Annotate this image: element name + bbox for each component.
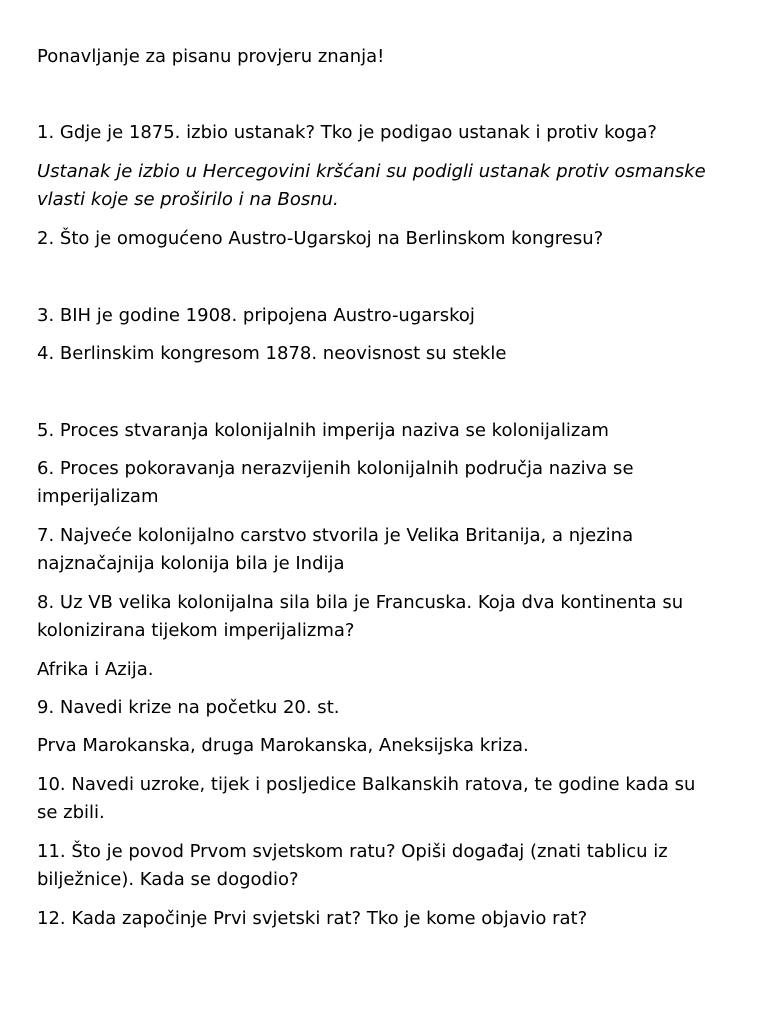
answer-8: Afrika i Azija. (37, 659, 154, 680)
statement-5: 5. Proces stvaranja kolonijalnih imperija naziva se kolonijalizam (37, 420, 609, 441)
statement-6-line-2: imperijalizam (37, 486, 159, 507)
answer-9: Prva Marokanska, druga Marokanska, Aneksijska kriza. (37, 735, 529, 756)
question-10-line-2: se zbili. (37, 802, 105, 823)
question-8-line-2: kolonizirana tijekom imperijalizma? (37, 620, 355, 641)
question-11-line-1: 11. Što je povod Prvom svjetskom ratu? Opiši događaj (znati tablicu iz (37, 841, 668, 862)
statement-4: 4. Berlinskim kongresom 1878. neovisnost su stekle (37, 343, 507, 364)
question-12: 12. Kada započinje Prvi svjetski rat? Tko je kome objavio rat? (37, 908, 588, 929)
question-8-line-1: 8. Uz VB velika kolonijalna sila bila je Francuska. Koja dva kontinenta su (37, 592, 684, 613)
document-title: Ponavljanje za pisanu provjeru znanja! (37, 46, 385, 67)
statement-6-line-1: 6. Proces pokoravanja nerazvijenih kolonijalnih područja naziva se (37, 458, 634, 479)
statement-7-line-1: 7. Najveće kolonijalno carstvo stvorila je Velika Britanija, a njezina (37, 525, 634, 546)
question-9: 9. Navedi krize na početku 20. st. (37, 697, 340, 718)
question-10-line-1: 10. Navedi uzroke, tijek i posljedice Balkanskih ratova, te godine kada su (37, 774, 696, 795)
question-2: 2. Što je omogućeno Austro-Ugarskoj na Berlinskom kongresu? (37, 228, 604, 249)
question-1: 1. Gdje je 1875. izbio ustanak? Tko je podigao ustanak i protiv koga? (37, 122, 657, 143)
answer-1-line-1: Ustanak je izbio u Hercegovini kršćani su podigli ustanak protiv osmanske (37, 161, 706, 182)
question-11-line-2: bilježnice). Kada se dogodio? (37, 869, 299, 890)
statement-7-line-2: najznačajnija kolonija bila je Indija (37, 553, 345, 574)
statement-3: 3. BIH je godine 1908. pripojena Austro-ugarskoj (37, 305, 475, 326)
answer-1-line-2: vlasti koje se proširilo i na Bosnu. (37, 189, 339, 210)
